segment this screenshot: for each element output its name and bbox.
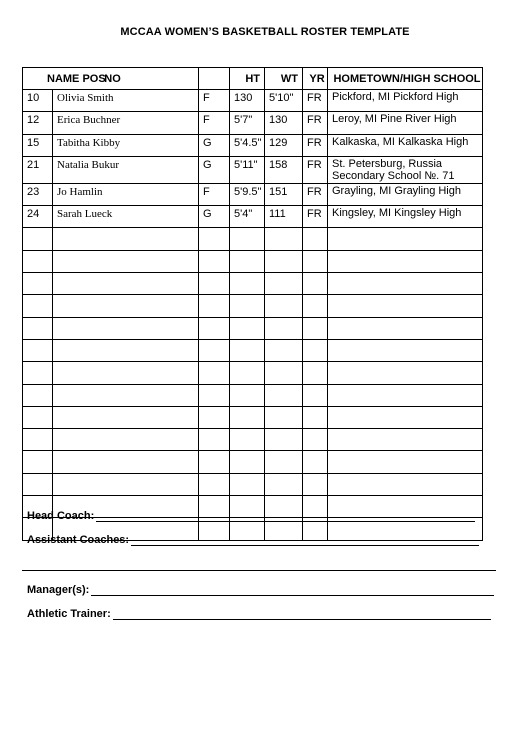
cell-yr[interactable]: FR (303, 134, 328, 156)
cell-pos[interactable]: F (199, 112, 230, 134)
cell-ht[interactable]: 5'11" (230, 156, 265, 183)
cell-no[interactable]: 24 (23, 206, 53, 228)
cell-name[interactable]: Olivia Smith (53, 90, 199, 112)
athletic-trainer-line[interactable] (27, 608, 491, 620)
cell-name[interactable]: Tabitha Kibby (53, 134, 199, 156)
cell-yr[interactable]: FR (303, 183, 328, 205)
cell-ht[interactable]: 130 (230, 90, 265, 112)
cell-hometown[interactable]: Kalkaska, MI Kalkaska High (328, 134, 483, 156)
cell-pos[interactable]: G (199, 156, 230, 183)
header-hometown: HOMETOWN/HIGH SCHOOL (328, 68, 483, 90)
cell-wt[interactable]: 5'10" (265, 90, 303, 112)
cell-name[interactable]: Erica Buchner (53, 112, 199, 134)
head-coach-label: Head Coach: (27, 510, 95, 522)
header-no: NO (104, 72, 121, 85)
cell-wt[interactable]: 130 (265, 112, 303, 134)
cell-yr[interactable]: FR (303, 156, 328, 183)
assistant-coaches-line[interactable] (27, 534, 479, 546)
cell-hometown[interactable]: St. Petersburg, Russia Secondary School №. 71 (328, 156, 483, 183)
cell-no[interactable]: 15 (23, 134, 53, 156)
cell-no[interactable]: 21 (23, 156, 53, 183)
athletic-trainer-field[interactable] (113, 609, 491, 620)
cell-wt[interactable]: 158 (265, 156, 303, 183)
cell-name[interactable]: Sarah Lueck (53, 206, 199, 228)
header-ht: HT (230, 68, 265, 90)
cell-wt[interactable]: 151 (265, 183, 303, 205)
head-coach-line[interactable] (27, 510, 475, 522)
head-coach-field[interactable] (96, 511, 475, 522)
cell-no[interactable]: 12 (23, 112, 53, 134)
cell-wt[interactable]: 129 (265, 134, 303, 156)
cell-hometown[interactable]: Leroy, MI Pine River High (328, 112, 483, 134)
cell-pos[interactable]: G (199, 206, 230, 228)
cell-name[interactable]: Natalia Bukur (53, 156, 199, 183)
cell-yr[interactable]: FR (303, 90, 328, 112)
cell-no[interactable]: 10 (23, 90, 53, 112)
cell-ht[interactable]: 5'4.5" (230, 134, 265, 156)
section-divider (22, 570, 496, 571)
cell-wt[interactable]: 111 (265, 206, 303, 228)
cell-yr[interactable]: FR (303, 112, 328, 134)
cell-pos[interactable]: G (199, 134, 230, 156)
managers-label: Manager(s): (27, 584, 90, 596)
roster-title: MCCAA WOMEN’S BASKETBALL ROSTER TEMPLATE (120, 26, 410, 38)
signature-section (27, 0, 497, 749)
assistant-coaches-label: Assistant Coaches: (27, 534, 130, 546)
cell-yr[interactable]: FR (303, 206, 328, 228)
cell-ht[interactable]: 5'9.5" (230, 183, 265, 205)
assistant-coaches-field[interactable] (131, 535, 479, 546)
cell-ht[interactable]: 5'4" (230, 206, 265, 228)
cell-hometown[interactable]: Kingsley, MI Kingsley High (328, 206, 483, 228)
athletic-trainer-label: Athletic Trainer: (27, 608, 111, 620)
cell-ht[interactable]: 5'7" (230, 112, 265, 134)
cell-pos[interactable]: F (199, 183, 230, 205)
cell-name[interactable]: Jo Hamlin (53, 183, 199, 205)
cell-hometown[interactable]: Pickford, MI Pickford High (328, 90, 483, 112)
managers-line[interactable] (27, 584, 494, 596)
cell-pos[interactable]: F (199, 90, 230, 112)
header-name-pos: NAME POS (47, 72, 106, 85)
cell-no[interactable]: 23 (23, 183, 53, 205)
header-wt: WT (265, 68, 303, 90)
managers-field[interactable] (91, 585, 494, 596)
header-yr: YR (303, 68, 328, 90)
cell-hometown[interactable]: Grayling, MI Grayling High (328, 183, 483, 205)
